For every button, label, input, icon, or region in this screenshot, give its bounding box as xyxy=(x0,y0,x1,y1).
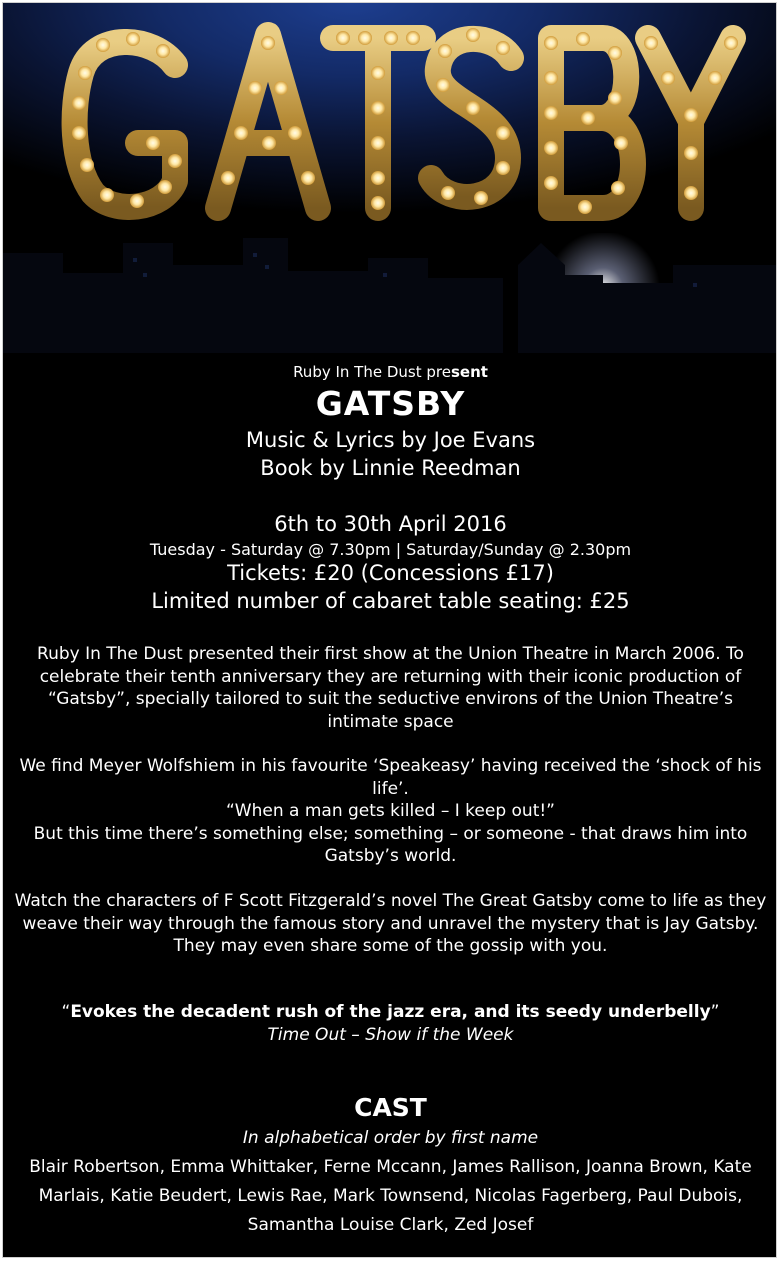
close-quote-mark: ” xyxy=(710,1002,720,1022)
review-quote xyxy=(3,1002,777,1022)
presenter-text: Ruby In The Dust pre xyxy=(293,363,451,381)
book-credit: Book by Linnie Reedman xyxy=(260,456,521,480)
cast-heading: CAST xyxy=(354,1093,427,1122)
gatsby-marquee-banner xyxy=(3,3,777,353)
show-title: GATSBY xyxy=(315,384,466,423)
performance-times: Tuesday - Saturday @ 7.30pm | Saturday/Sunday @ 2.30pm xyxy=(149,540,632,559)
story-quote-line: “When a man gets killed – I keep out!” xyxy=(226,801,555,821)
presenter-text-bold: sent xyxy=(450,363,488,381)
poster xyxy=(2,2,777,1258)
intro-paragraph: Ruby In The Dust presented their first show at the Union Theatre in March 2006. To celebrate their tenth anniversary they are returning with their iconic production of “Gatsby”, specially tailored to suit the seductive environs of the Union Theatre’s intimate space xyxy=(37,644,744,732)
cast-subheading: In alphabetical order by first name xyxy=(242,1128,539,1148)
city-skyline xyxy=(3,238,777,353)
music-lyrics-credit: Music & Lyrics by Joe Evans xyxy=(245,428,536,452)
story-paragraph xyxy=(13,755,768,868)
presenter-line xyxy=(3,363,777,381)
marquee-logo-image xyxy=(3,3,777,353)
review-quote-text: Evokes the decadent rush of the jazz era, and its seedy underbelly xyxy=(70,1002,711,1022)
characters-paragraph: Watch the characters of F Scott Fitzgerald’s novel The Great Gatsby come to life as they weave their way through the famous story and unravel the mystery that is Jay Gatsby. They may even share some of the gossip with you. xyxy=(14,891,767,956)
open-quote-mark: “ xyxy=(61,1002,71,1022)
run-dates: 6th to 30th April 2016 xyxy=(274,512,507,536)
review-source: Time Out – Show if the Week xyxy=(267,1025,514,1045)
cast-list: Blair Robertson, Emma Whittaker, Ferne Mccann, James Rallison, Joanna Brown, Kate Marlais, Katie Beudert, Lewis Rae, Mark Townsend, Nicolas Fagerberg, Paul Dubois, Samantha Louise Clark, Zed Josef xyxy=(29,1157,752,1235)
story-line-1: We find Meyer Wolfshiem in his favourite ‘Speakeasy’ having received the ‘shock of his life’. xyxy=(19,756,762,799)
ticket-prices: Tickets: £20 (Concessions £17) xyxy=(227,561,554,585)
cabaret-seating-price: Limited number of cabaret table seating: £25 xyxy=(151,589,630,613)
story-line-3: But this time there’s something else; something – or someone - that draws him into Gatsby’s world. xyxy=(33,823,748,866)
